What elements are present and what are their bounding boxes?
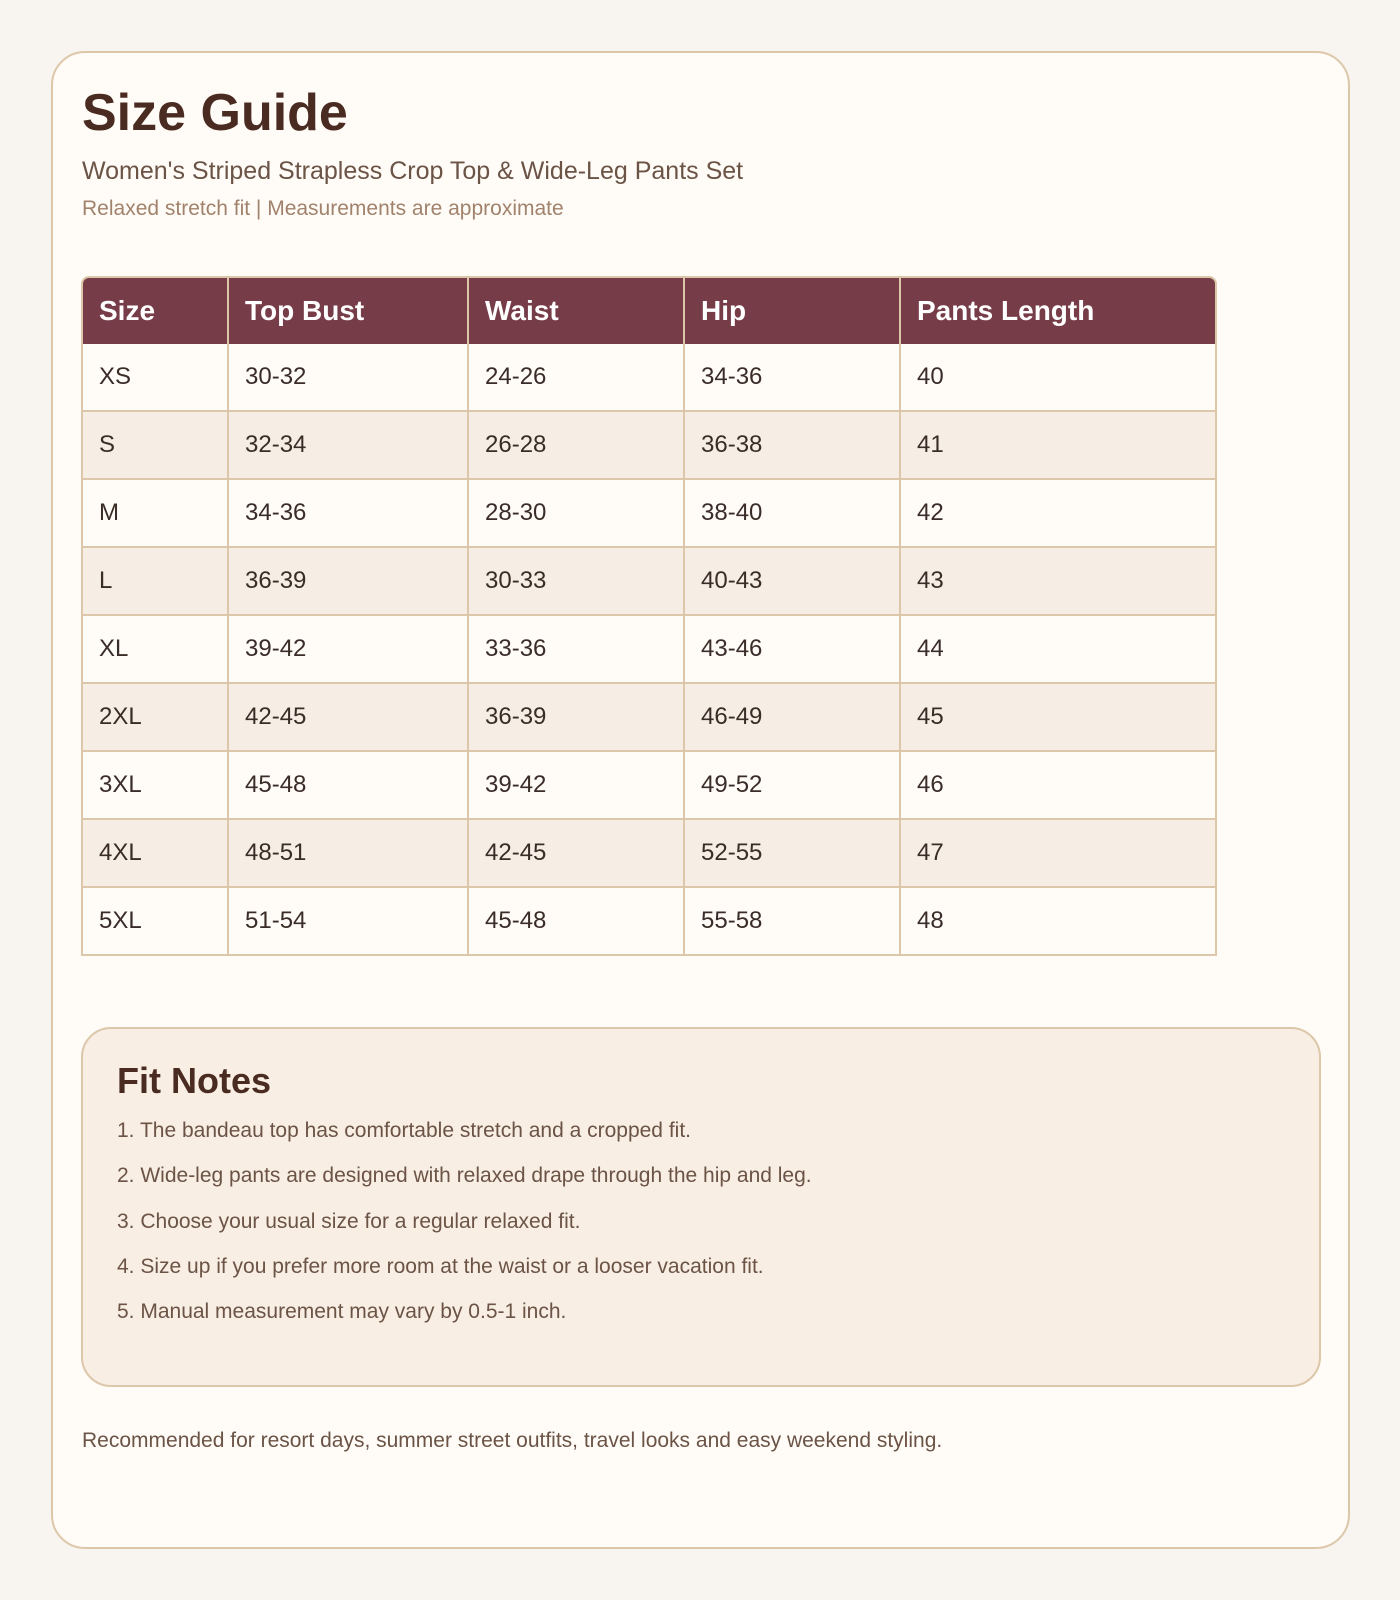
cell-top-bust: 42-45 <box>229 684 469 752</box>
cell-pants-length: 44 <box>901 616 1217 684</box>
cell-waist: 45-48 <box>469 888 685 956</box>
fit-note-item: 3. Choose your usual size for a regular relaxed fit. <box>117 1209 581 1233</box>
cell-hip: 34-36 <box>685 344 901 412</box>
table-row <box>81 412 1217 480</box>
fit-notes-list <box>117 1118 1285 1324</box>
cell-size: 3XL <box>81 752 229 820</box>
table-row <box>81 344 1217 412</box>
cell-hip: 36-38 <box>685 412 901 480</box>
column-header-hip: Hip <box>685 276 901 344</box>
fit-tagline: Relaxed stretch fit | Measurements are approximate <box>82 197 564 220</box>
fit-notes-title: Fit Notes <box>117 1060 272 1101</box>
fit-notes-panel <box>81 1027 1321 1387</box>
table-header-row <box>81 276 1217 344</box>
cell-pants-length: 48 <box>901 888 1217 956</box>
footer-recommendation: Recommended for resort days, summer street outfits, travel looks and easy weekend styling. <box>82 1429 943 1452</box>
cell-waist: 33-36 <box>469 616 685 684</box>
cell-hip: 38-40 <box>685 480 901 548</box>
cell-top-bust: 34-36 <box>229 480 469 548</box>
cell-waist: 26-28 <box>469 412 685 480</box>
table-row <box>81 752 1217 820</box>
cell-pants-length: 45 <box>901 684 1217 752</box>
cell-size: 5XL <box>81 888 229 956</box>
cell-waist: 42-45 <box>469 820 685 888</box>
cell-size: XL <box>81 616 229 684</box>
cell-top-bust: 39-42 <box>229 616 469 684</box>
cell-waist: 36-39 <box>469 684 685 752</box>
table-row <box>81 684 1217 752</box>
cell-size: 4XL <box>81 820 229 888</box>
cell-pants-length: 41 <box>901 412 1217 480</box>
fit-note-item: 5. Manual measurement may vary by 0.5-1 inch. <box>117 1299 567 1323</box>
size-guide-card <box>51 51 1350 1549</box>
column-header-pants-length: Pants Length <box>901 276 1217 344</box>
cell-waist: 39-42 <box>469 752 685 820</box>
cell-hip: 52-55 <box>685 820 901 888</box>
cell-hip: 55-58 <box>685 888 901 956</box>
cell-size: L <box>81 548 229 616</box>
cell-top-bust: 32-34 <box>229 412 469 480</box>
cell-hip: 43-46 <box>685 616 901 684</box>
cell-top-bust: 36-39 <box>229 548 469 616</box>
cell-hip: 46-49 <box>685 684 901 752</box>
cell-size: S <box>81 412 229 480</box>
cell-waist: 24-26 <box>469 344 685 412</box>
fit-note-item: 2. Wide-leg pants are designed with relaxed drape through the hip and leg. <box>117 1164 812 1188</box>
cell-pants-length: 40 <box>901 344 1217 412</box>
cell-pants-length: 43 <box>901 548 1217 616</box>
column-header-waist: Waist <box>469 276 685 344</box>
column-header-size: Size <box>81 276 229 344</box>
table-row <box>81 820 1217 888</box>
cell-waist: 28-30 <box>469 480 685 548</box>
cell-size: M <box>81 480 229 548</box>
size-table <box>81 276 1217 956</box>
product-subtitle: Women's Striped Strapless Crop Top & Wide-Leg Pants Set <box>82 157 744 185</box>
fit-note-item: 4. Size up if you prefer more room at the waist or a looser vacation fit. <box>117 1254 764 1278</box>
cell-top-bust: 30-32 <box>229 344 469 412</box>
column-header-top-bust: Top Bust <box>229 276 469 344</box>
cell-pants-length: 46 <box>901 752 1217 820</box>
size-table-container <box>81 276 1217 956</box>
cell-hip: 49-52 <box>685 752 901 820</box>
table-row <box>81 548 1217 616</box>
cell-pants-length: 42 <box>901 480 1217 548</box>
fit-note-item: 1. The bandeau top has comfortable stretch and a cropped fit. <box>117 1119 691 1143</box>
cell-pants-length: 47 <box>901 820 1217 888</box>
cell-size: 2XL <box>81 684 229 752</box>
cell-hip: 40-43 <box>685 548 901 616</box>
cell-top-bust: 48-51 <box>229 820 469 888</box>
cell-waist: 30-33 <box>469 548 685 616</box>
cell-top-bust: 45-48 <box>229 752 469 820</box>
table-row <box>81 480 1217 548</box>
cell-size: XS <box>81 344 229 412</box>
page-title: Size Guide <box>82 84 348 142</box>
cell-top-bust: 51-54 <box>229 888 469 956</box>
table-row <box>81 616 1217 684</box>
table-row <box>81 888 1217 956</box>
